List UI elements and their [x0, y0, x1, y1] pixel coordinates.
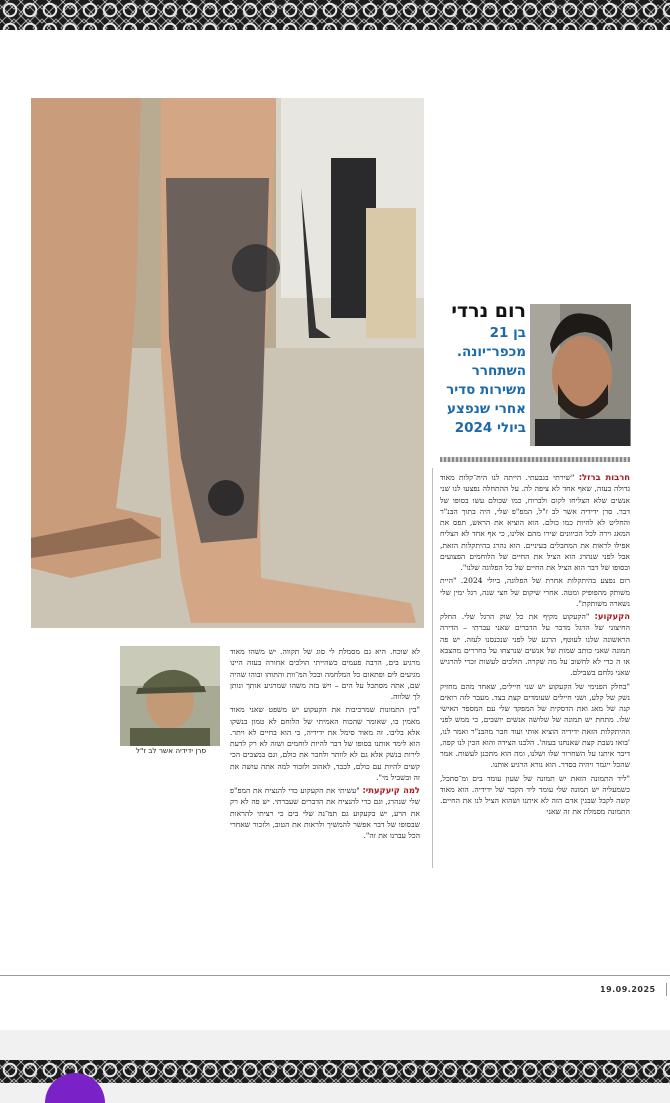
paragraph-lead: למה קיעקעתי:	[362, 785, 420, 795]
decorative-top-border	[0, 0, 670, 30]
headline-name: רום נרדי	[451, 300, 526, 322]
paragraph-text: "בין התמונות שמרכיבות את הקעקוע יש משפט שאני מאוד מאמין בו, שאומר שהכוח האמיתי של הלוחם לא טמון בנשקו אלא בליבו. זה מאוד סימל את ידידיה, כי הוא בחיים לא ויתר. הוא לימד אותנו בסופו של דבר להיות לוחמים ושזה לא רק לדעת לירות בנשק אלא גם לא לוותר ולחבר את כולם, וגם במצבים הכי קשים להיות עם כולם, לכבד, לאהוב ולזכור למה אתה עושה את זה ובשביל מי".	[230, 705, 420, 782]
article-paragraph	[440, 611, 630, 679]
yedidya-asher-lev-photo	[120, 646, 220, 746]
article-column-right	[440, 472, 630, 820]
tattoo-leg-photo	[31, 98, 424, 628]
footer-rule	[0, 975, 670, 976]
photo-caption: סרן ידידיה אשר לב ז"ל	[135, 746, 207, 755]
article-paragraph	[230, 704, 420, 783]
paragraph-text: "הקעקוע מקיף את כל שוק הרגל שלי. החלק החיצוני של הרגל מדבר על הדברים שאני עברתי – הדירה הראשונה שלנו לעוטף, הרגע של לפני שנכנסנו לעזה. יש פה תמונה שאני כותב שמות של אנשים שנרצחו על כחררים מהצבא או ה כדי לא לחשוב על מה שקרה. הולכים לעשות זכרי להרגיש שאני גלחם בשבילם.	[440, 612, 630, 678]
column-divider	[432, 468, 433, 868]
paragraph-text: לא שוכח. היא גם מסמלת לי סוג של תקווה. יש משהו מאוד מרגיע בים, הרבה פעמים כשהייתי הולכים אחורה בעזה היינו מגיעים לים ופתאום כל המלחמה ובכל המּ־וות והתוהו ובוהו שהיה שם, אתה מסתכל על הים – ויש בזה משהו שמרגיע אותך ונותן לך שלווה.	[230, 647, 420, 701]
paragraph-text: "עשיתי את הקעקוע כדי להנציח את המפ"פ שלי שנהרג, וגם כדי להנציח את הדברים שעברתי. יש פה לא רק את הרע, יש בקעקוע גם תמּ־נה שלי בים כי רציתי להראות שבסופו של דבר אפשר להמשיך ולראות את הטוב, ולזכור שאחרי הכל עברנו את זה".	[230, 786, 420, 840]
rom-nardi-portrait	[530, 304, 631, 446]
paragraph-text: "בחלק הפנימי של הקעקוע יש שני חיילים, שאחד מהם מחזיק נשק של קלע, ושני חיילים שעומדים קצת בצד. מעבר לזה רואים קנה של מאג ואת הדסקית של המפקד שלי עם המספר האישי שלו. מתחת יש תמונה של שלושה אנשים יושבים, כי ממש לפני ההיתקלות הזאת ידידיה הוציא אותי ועוד חבר מהבּנ"ר ואמר לנו, 'בואו נשבת קצת שאנחנו בעזה'. הלכנו הצידה והוא הכין לנו קפה, דיבר איתנו על השחרור שלו ושלנו, ומה הוא מתכנן לעשות. אמר שהכל ייגמר ויהיה בסדר. הוא נורא הרגיע אותנו.	[440, 681, 630, 770]
footer-separator	[666, 983, 667, 996]
issue-date: 19.09.2025	[600, 985, 656, 994]
headline-description: בן 21 מכפר־יונה. השתחרר משירות סדיר אחרי שנפצע ביולי 2024	[446, 325, 526, 436]
article-paragraph	[440, 472, 630, 573]
section-divider	[440, 457, 630, 462]
article-paragraph	[440, 773, 630, 818]
headline-block	[432, 300, 526, 438]
article-paragraph	[230, 646, 420, 702]
paragraph-text: רום נפצע בהיתקלות אחרת של הפלוגה, ביולי 2024. "היית משותק מהפופיק ומטה. אחרי שיקום של חצי שנה, רגל ימין שלי נשארה משותקת".	[440, 576, 630, 608]
decorative-bottom-border	[0, 1060, 670, 1083]
article-column-left	[230, 646, 420, 843]
paragraph-lead: חרבות ברזל:	[578, 472, 630, 482]
article-paragraph	[440, 575, 630, 609]
paragraph-text: "שירתי בגבעתי. הייתה לנו היתּ־קלות מאוד גדולה בעזה, שאף אחד לא ציפה לה. על ההתחלה נפצעו לנו שני אנשים שלא הצליחו לקום ולברוח, כמו שכולם עשו בסופו של דבר. סרן ידידיה אשר לב ז"ל, המפ"פ שלי, היה בתוך הבּנ"ר והחליט לא להיות כמו כולם. הוא הוציא את הראש, תפס את המאג וירה לכל הכיוונים שירו מהם אלינו, כי אף אחד לא הצליח אפילו לראות את המחבלים בעיניים. הוא נהרג בהיתקלות הזאת, אבל לפני שנהרג הוא הציל את החיים של הלוחמים הפצועים ובסופו של דבר הוא הציל את החיים של כל הפלוגה שלנו".	[440, 473, 630, 572]
article-paragraph	[230, 785, 420, 841]
paragraph-text: "ליד התמונה הזאת יש תמונה של שעון עומד בים ומּ־סתכל, כשמעליה יש תמונה שלי עומד ליד הקבר של ידידיה. הוא מאוד קשה לקבל שבגין אדם הזה לא איתנו ושהוא הציל לנו את החיים. התמונה מסמלת את זה שאני	[440, 773, 630, 817]
paragraph-lead: הקעקוע:	[594, 611, 630, 621]
article-paragraph	[440, 681, 630, 771]
